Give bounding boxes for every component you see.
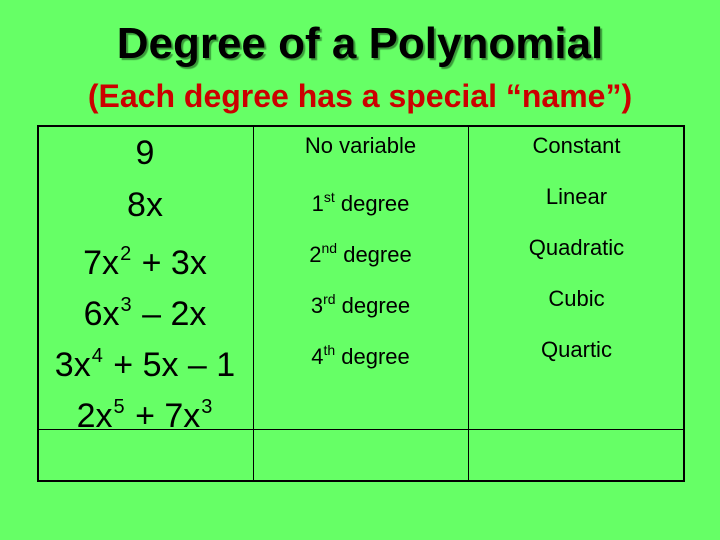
degree-name-1: Linear: [545, 184, 608, 209]
page-title: Degree of a Polynomial: [116, 19, 604, 68]
polynomial-1: 8x: [127, 186, 163, 224]
degree-0: No variable: [304, 133, 417, 158]
degree-name-2: Quadratic: [528, 235, 625, 260]
polynomial-0: 9: [135, 134, 155, 172]
degree-3: 3rd degree: [310, 291, 411, 318]
polynomial-2: $7x^2 + 3x$: [83, 243, 207, 282]
degree-name-4: Quartic: [541, 337, 612, 362]
degree-name-3: Cubic: [548, 286, 605, 311]
degree-4: 4th degree: [311, 342, 410, 369]
polynomial-3: $6x^3 - 2x$: [83, 294, 207, 333]
polynomial-4: $3x^4 + 5x - 1$: [54, 345, 236, 384]
page-subtitle: (Each degree has a special “name”): [87, 78, 633, 114]
degree-1: 1st degree: [311, 189, 410, 216]
degree-2: 2nd degree: [309, 240, 412, 267]
degree-name-0: Constant: [532, 133, 621, 158]
polynomial-5: $2x^5 + 7x^3$: [76, 396, 213, 435]
